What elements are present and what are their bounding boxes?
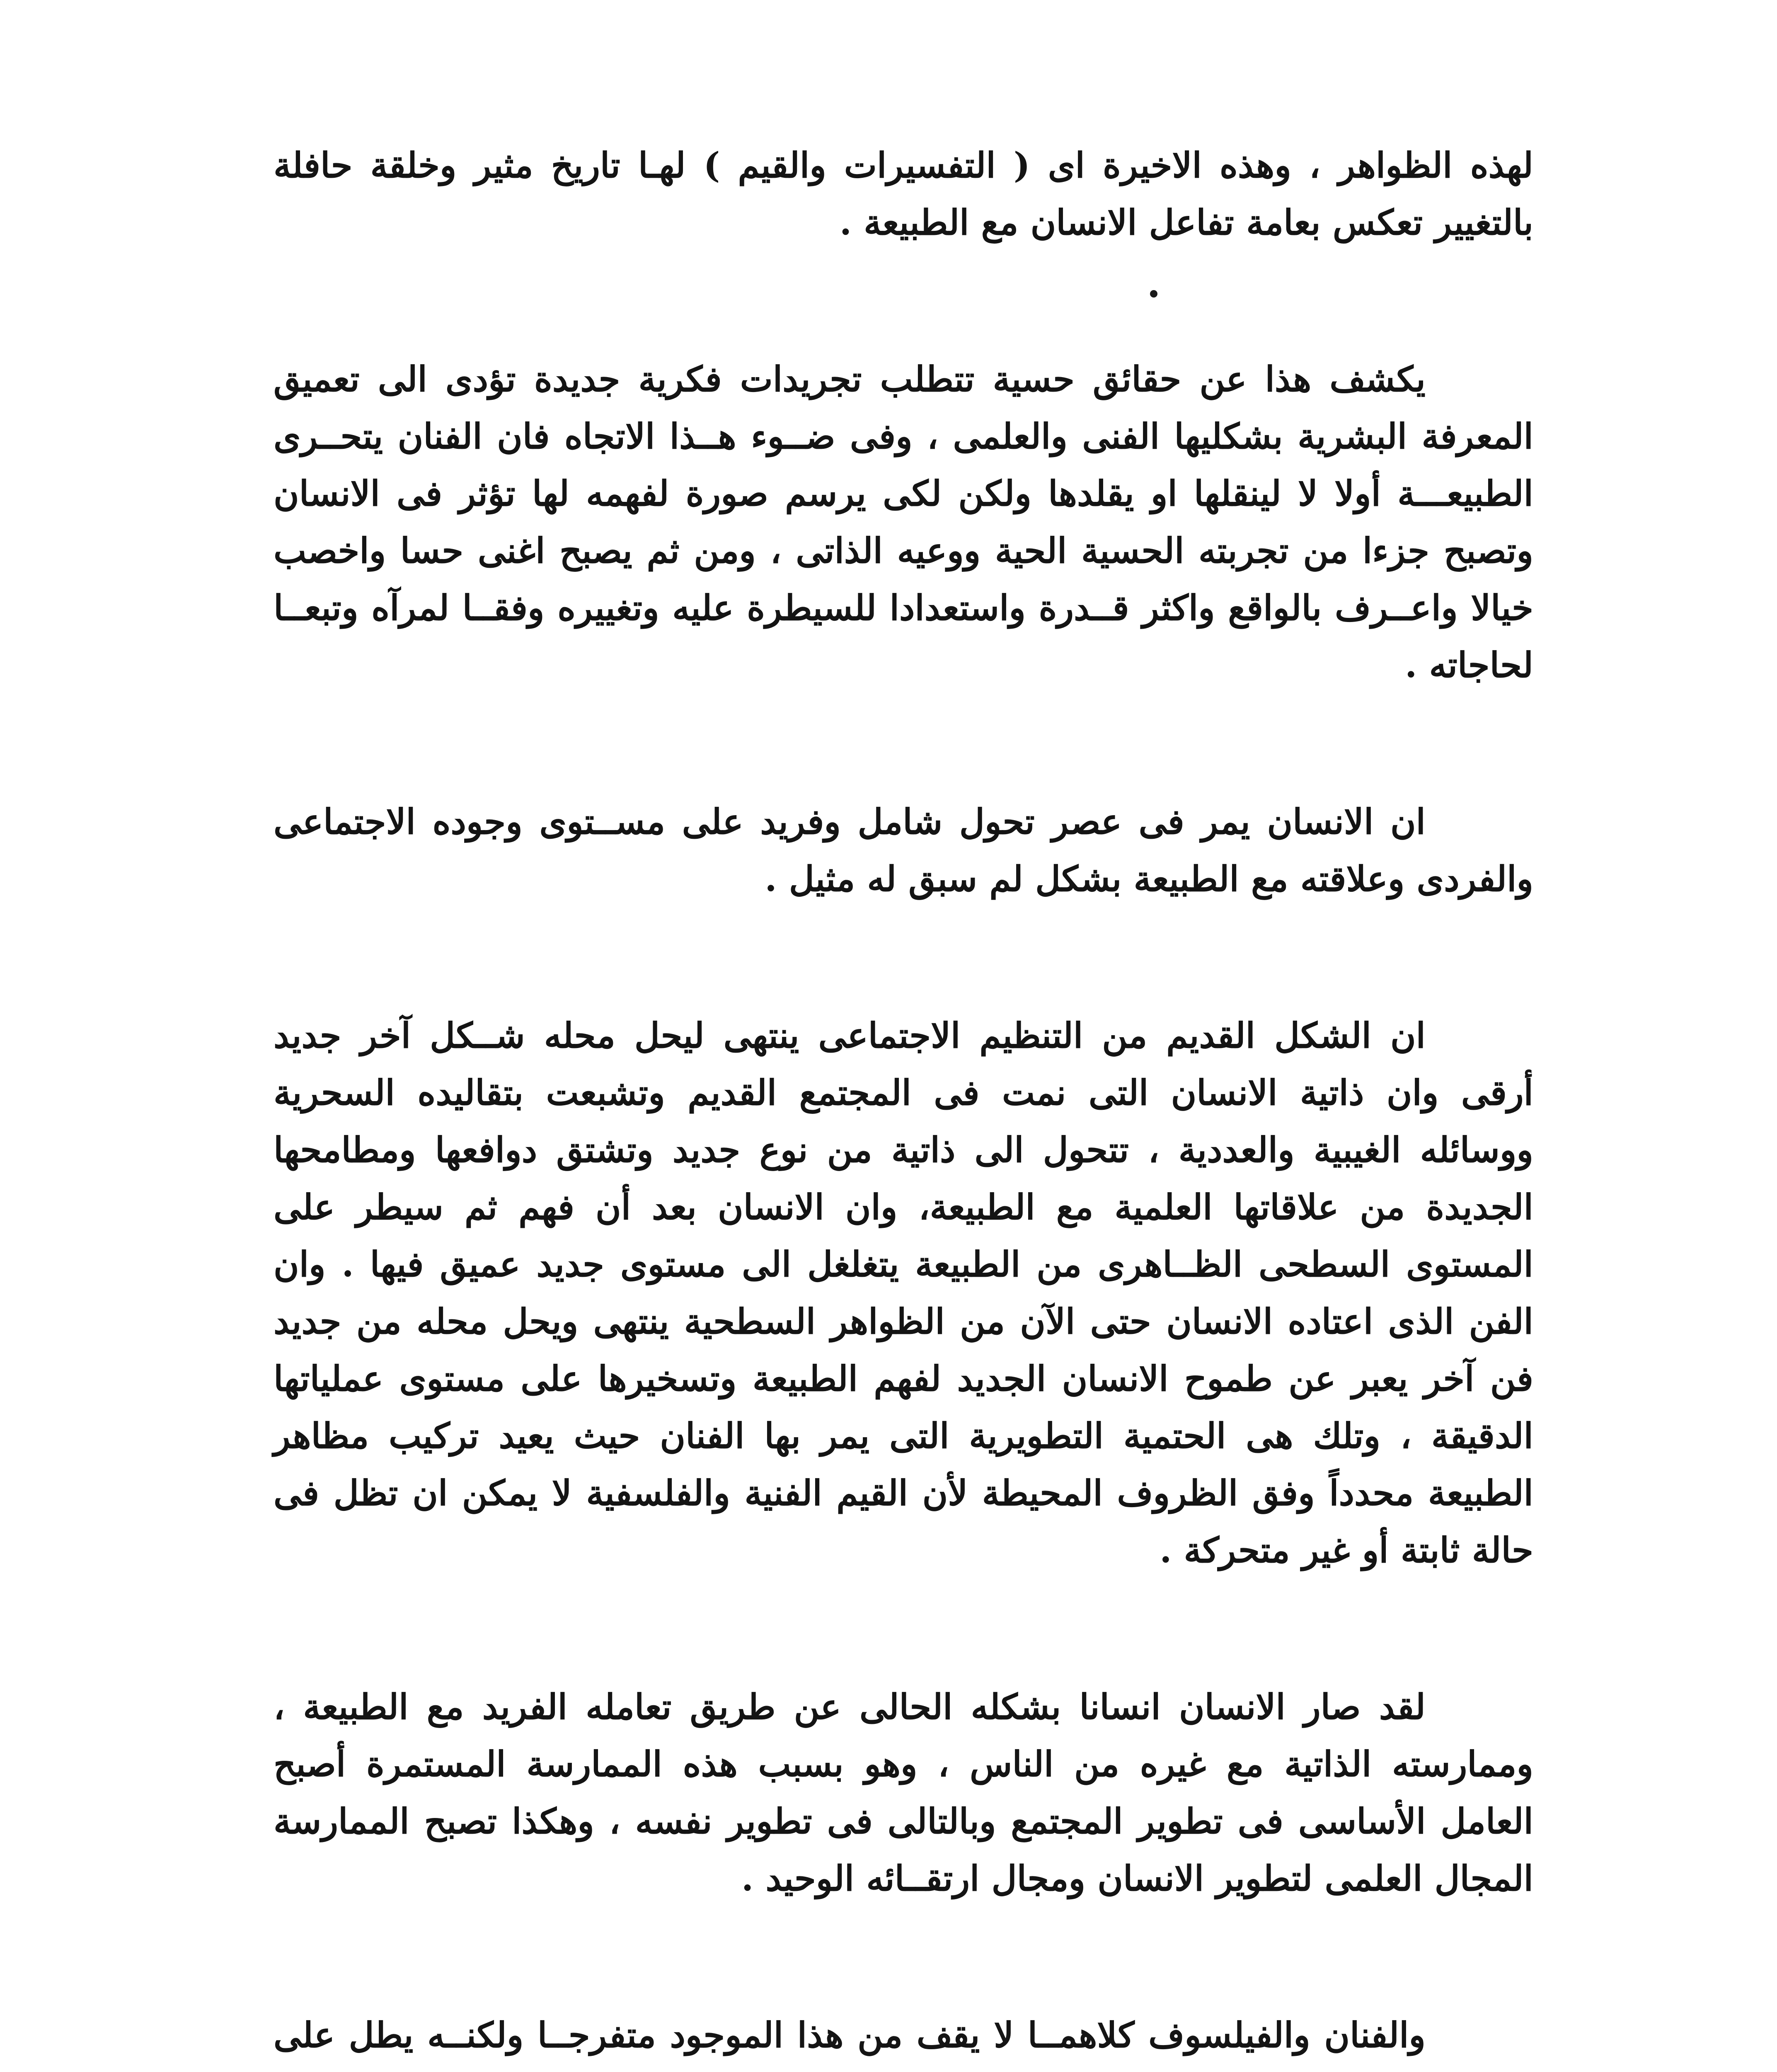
paragraph: ان الشكل القديم من التنظيم الاجتماعى ينتهى ليحل محله شــكل آخر جديد أرقى وان ذاتية الانسان التى نمت فى المجتمع القديم وتشبعت بتقاليده السحرية ووسائله الغيبية والعددية ، تتحول الى ذاتية من نوع جديد وتشتق دوافعها ومطامحها الجديدة من علاقاتها العلمية مع الطبيعة، وان الانسان بعد أن فهم ثم سيطر على المستوى السطحى الظــاهرى من الطبيعة يتغلغل الى مستوى جديد عميق فيها . وان الفن الذى اعتاده الانسان حتى الآن من الظواهر السطحية ينتهى ويحل محله من جديد فن آخر يعبر عن طموح الانسان الجديد لفهم الطبيعة وتسخيرها على مستوى عملياتها الدقيقة ، وتلك هى الحتمية التطويرية التى يمر بها الفنان حيث يعيد تركيب مظاهر الطبيعة محدداً وفق الظروف المحيطة لأن القيم الفنية والفلسفية لا يمكن ان تظل فى حالة ثابتة أو غير متحركة . — [274, 1015, 1533, 1571]
scan-speck — [1150, 290, 1157, 298]
paragraph: لهذه الظواهر ، وهذه الاخيرة اى ( التفسيرات والقيم ) لهـا تاريخ مثير وخلقة حافلة بالتغيير تعكس بعامة تفاعل الانسان مع الطبيعة . — [274, 145, 1533, 243]
paragraph: ان الانسان يمر فى عصر تحول شامل وفريد على مســتوى وجوده الاجتماعى والفردى وعلاقته مع الطبيعة بشكل لم سبق له مثيل . — [274, 801, 1533, 899]
body-text — [274, 137, 1533, 2072]
paragraph: لقد صار الانسان انسانا بشكله الحالى عن طريق تعامله الفريد مع الطبيعة ، وممارسته الذاتية مع غيره من الناس ، وهو بسبب هذه الممارسة المستمرة أصبح العامل الأساسى فى تطوير المجتمع وبالتالى فى تطوير نفسه ، وهكذا تصبح الممارسة المجال العلمى لتطوير الانسان ومجال ارتقــائه الوحيد . — [274, 1686, 1533, 1899]
paragraph: يكشف هذا عن حقائق حسية تتطلب تجريدات فكرية جديدة تؤدى الى تعميق المعرفة البشرية بشكليها الفنى والعلمى ، وفى ضــوء هــذا الاتجاه فان الفنان يتحــرى الطبيعـــة أولا لا لينقلها او يقلدها ولكن لكى يرسم صورة لفهمه لها تؤثر فى الانسان وتصبح جزءا من تجربته الحسية الحية ووعيه الذاتى ، ومن ثم يصبح اغنى حسا واخصب خيالا واعــرف بالواقع واكثر قــدرة واستعدادا للسيطرة عليه وتغييره وفقــا لمرآه وتبعــا لحاجاته . — [274, 358, 1533, 685]
paragraph: والفنان والفيلسوف كلاهمــا لا يقف من هذا الموجود متفرجــا ولكنــه يطل على — [274, 2014, 1426, 2055]
